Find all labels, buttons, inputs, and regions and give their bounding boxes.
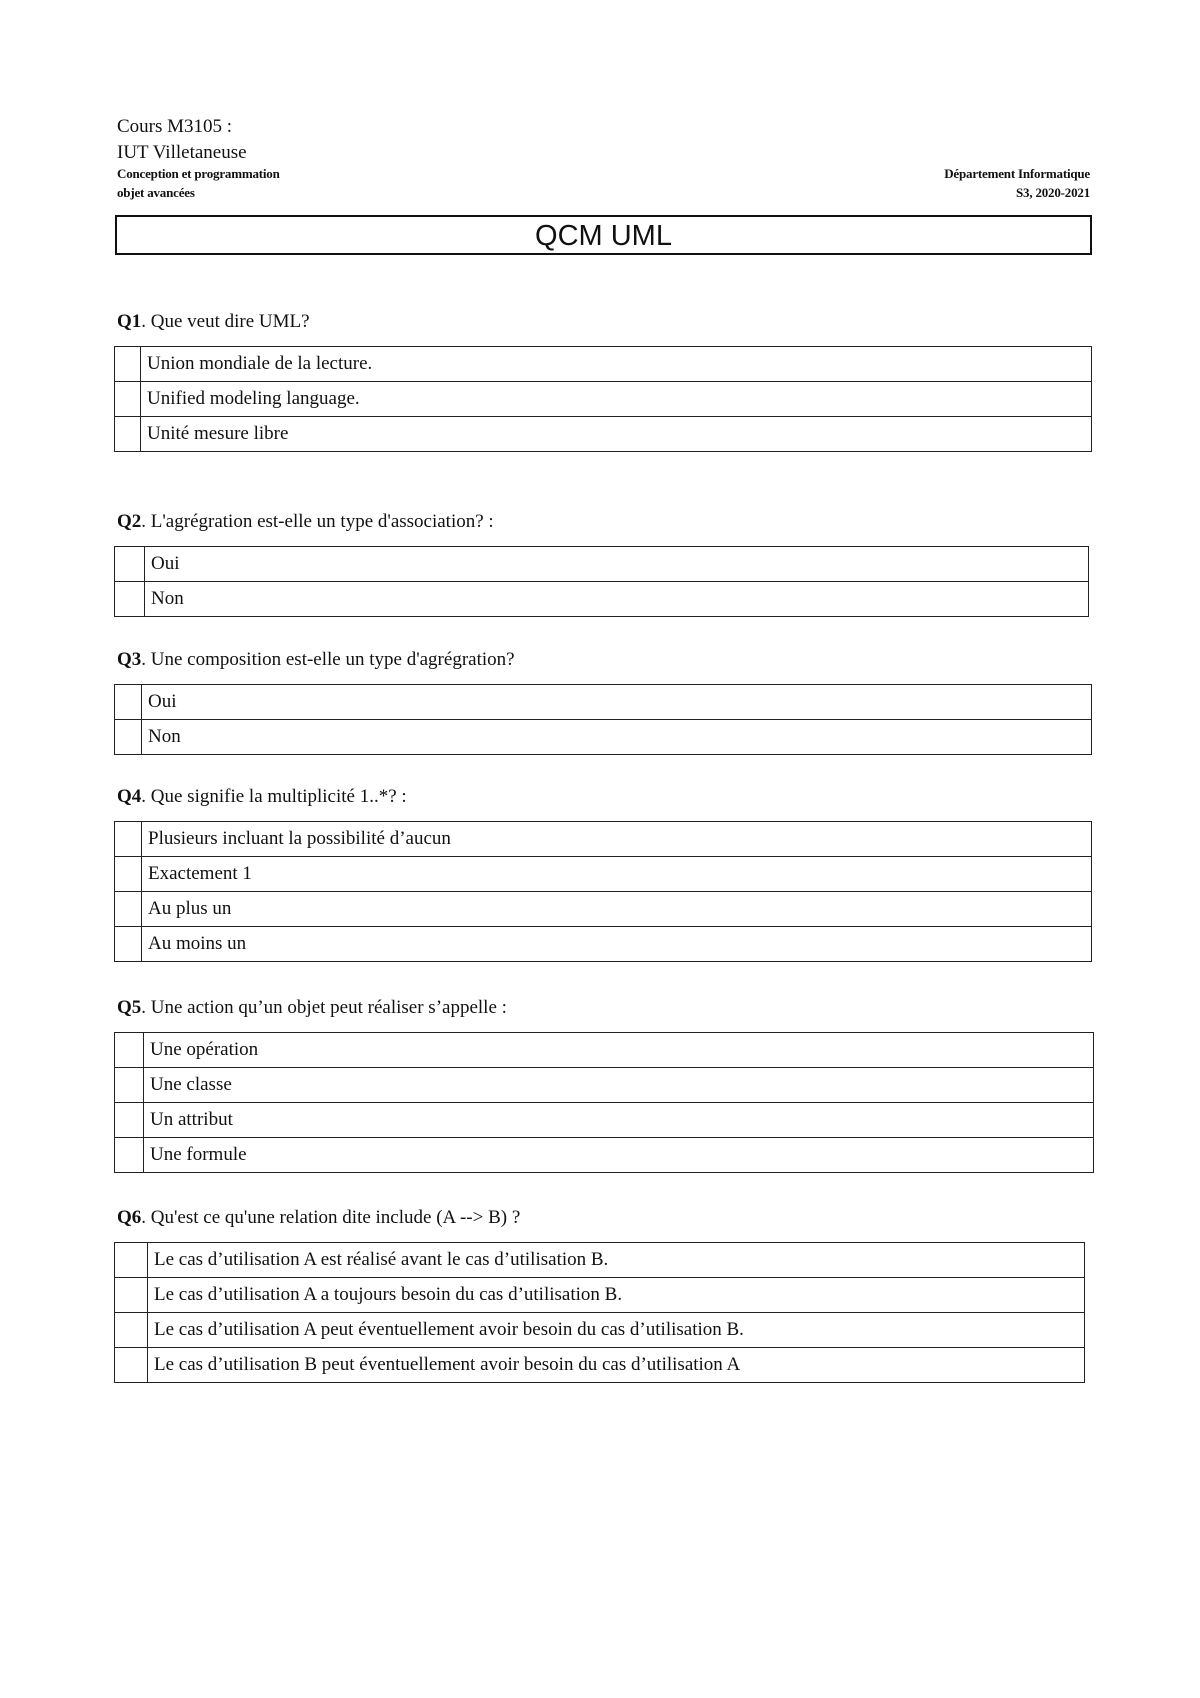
subject-line-2: objet avancées — [117, 185, 195, 200]
answer-checkbox[interactable] — [115, 857, 142, 892]
answer-checkbox[interactable] — [115, 1103, 144, 1138]
answer-row[interactable] — [115, 382, 1092, 417]
institution-name: IUT Villetaneuse — [117, 142, 247, 163]
question-text: . Qu'est ce qu'une relation dite include (A --> B) ? — [141, 1207, 521, 1228]
question-text: . L'agrégration est-elle un type d'association? : — [141, 511, 494, 532]
answer-option: Oui — [145, 547, 1089, 582]
answer-option: Non — [142, 720, 1092, 755]
answer-checkbox[interactable] — [115, 892, 142, 927]
answer-row[interactable] — [115, 1348, 1085, 1383]
question-text: . Que veut dire UML? — [141, 311, 310, 332]
semester-label: S3, 2020-2021 — [1016, 185, 1090, 200]
answer-option: Le cas d’utilisation A a toujours besoin du cas d’utilisation B. — [148, 1278, 1085, 1313]
answer-row[interactable] — [115, 1068, 1094, 1103]
question-text: . Une action qu’un objet peut réaliser s’appelle : — [141, 997, 507, 1018]
answer-row[interactable] — [115, 417, 1092, 452]
question-2 — [117, 510, 494, 534]
answer-option: Au plus un — [142, 892, 1092, 927]
answer-checkbox[interactable] — [115, 1243, 148, 1278]
question-text: . Que signifie la multiplicité 1..*? : — [141, 786, 407, 807]
answer-option: Plusieurs incluant la possibilité d’aucun — [142, 822, 1092, 857]
answer-option: Une classe — [144, 1068, 1094, 1103]
answer-row[interactable] — [115, 822, 1092, 857]
answer-row[interactable] — [115, 720, 1092, 755]
answer-table-q6 — [114, 1242, 1085, 1383]
question-number: Q2 — [117, 511, 142, 532]
question-text: . Une composition est-elle un type d'agrégration? — [141, 649, 515, 670]
answer-checkbox[interactable] — [115, 417, 141, 452]
answer-option: Une opération — [144, 1033, 1094, 1068]
answer-row[interactable] — [115, 1313, 1085, 1348]
question-number: Q4 — [117, 786, 142, 807]
subject-line-1: Conception et programmation — [117, 166, 280, 181]
answer-option: Le cas d’utilisation B peut éventuellement avoir besoin du cas d’utilisation A — [148, 1348, 1085, 1383]
answer-checkbox[interactable] — [115, 1313, 148, 1348]
answer-checkbox[interactable] — [115, 582, 145, 617]
question-number: Q5 — [117, 997, 142, 1018]
answer-option: Le cas d’utilisation A peut éventuellement avoir besoin du cas d’utilisation B. — [148, 1313, 1085, 1348]
answer-checkbox[interactable] — [115, 382, 141, 417]
question-5 — [117, 996, 507, 1020]
answer-row[interactable] — [115, 1278, 1085, 1313]
answer-table-q5 — [114, 1032, 1094, 1173]
answer-table-q3 — [114, 684, 1092, 755]
answer-option: Un attribut — [144, 1103, 1094, 1138]
answer-row[interactable] — [115, 892, 1092, 927]
question-3 — [117, 648, 515, 672]
answer-checkbox[interactable] — [115, 720, 142, 755]
answer-table-q4 — [114, 821, 1092, 962]
answer-row[interactable] — [115, 582, 1089, 617]
answer-row[interactable] — [115, 1033, 1094, 1068]
answer-checkbox[interactable] — [115, 1033, 144, 1068]
answer-checkbox[interactable] — [115, 1348, 148, 1383]
answer-checkbox[interactable] — [115, 1278, 148, 1313]
answer-row[interactable] — [115, 927, 1092, 962]
answer-checkbox[interactable] — [115, 1138, 144, 1173]
answer-option: Unified modeling language. — [141, 382, 1092, 417]
answer-checkbox[interactable] — [115, 1068, 144, 1103]
answer-checkbox[interactable] — [115, 685, 142, 720]
answer-option: Au moins un — [142, 927, 1092, 962]
answer-checkbox[interactable] — [115, 927, 142, 962]
question-number: Q3 — [117, 649, 142, 670]
answer-row[interactable] — [115, 1138, 1094, 1173]
question-4 — [117, 785, 407, 809]
answer-option: Une formule — [144, 1138, 1094, 1173]
answer-checkbox[interactable] — [115, 347, 141, 382]
answer-option: Unité mesure libre — [141, 417, 1092, 452]
answer-row[interactable] — [115, 857, 1092, 892]
page-title: QCM UML — [115, 215, 1092, 255]
answer-option: Union mondiale de la lecture. — [141, 347, 1092, 382]
answer-row[interactable] — [115, 1103, 1094, 1138]
answer-option: Oui — [142, 685, 1092, 720]
answer-table-q1 — [114, 346, 1092, 452]
question-number: Q1 — [117, 311, 142, 332]
question-6 — [117, 1206, 520, 1230]
course-code: Cours M3105 : — [117, 116, 233, 137]
answer-row[interactable] — [115, 685, 1092, 720]
answer-table-q2 — [114, 546, 1089, 617]
answer-checkbox[interactable] — [115, 822, 142, 857]
question-number: Q6 — [117, 1207, 142, 1228]
answer-option: Le cas d’utilisation A est réalisé avant le cas d’utilisation B. — [148, 1243, 1085, 1278]
answer-option: Exactement 1 — [142, 857, 1092, 892]
answer-checkbox[interactable] — [115, 547, 145, 582]
answer-row[interactable] — [115, 1243, 1085, 1278]
answer-row[interactable] — [115, 547, 1089, 582]
question-1 — [117, 310, 310, 334]
answer-row[interactable] — [115, 347, 1092, 382]
department-name: Département Informatique — [944, 166, 1090, 181]
answer-option: Non — [145, 582, 1089, 617]
